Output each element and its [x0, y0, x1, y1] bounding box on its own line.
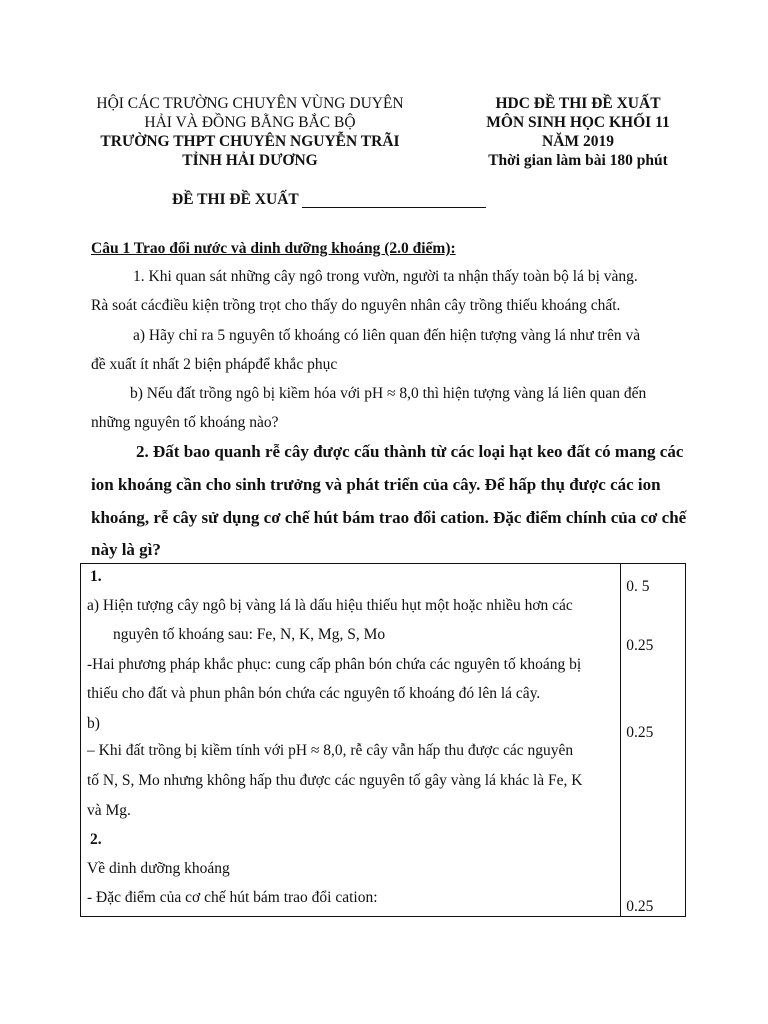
- answer-content-cell: [81, 564, 621, 917]
- school-name: TRƯỜNG THPT CHUYÊN NGUYỄN TRÃI: [100, 133, 400, 150]
- q1-b-line2: những nguyên tố khoáng nào?: [91, 414, 279, 431]
- duration-line: Thời gian làm bài 180 phút: [488, 152, 668, 169]
- answer-row: Về dinh dưỡng khoáng: [87, 860, 230, 877]
- q1-part1-line2: Rà soát cácđiều kiện trồng trọt cho thấy do nguyên nhân cây trồng thiếu khoáng chất.: [91, 297, 621, 314]
- answer-row: và Mg.: [87, 802, 131, 819]
- header-right: [468, 94, 688, 170]
- province-name: TỈNH HẢI DƯƠNG: [182, 152, 318, 169]
- answer-row: a) Hiện tượng cây ngô bị vàng lá là dấu hiệu thiếu hụt một hoặc nhiều hơn các: [87, 597, 573, 614]
- answer-row: tố N, S, Mo nhưng không hấp thu được các nguyên tố gây vàng lá khác là Fe, K: [87, 772, 583, 789]
- score-value: 0. 5: [626, 578, 650, 595]
- q1-part2-line4: này là gì?: [91, 540, 161, 559]
- header-left-line1: HỘI CÁC TRƯỜNG CHUYÊN VÙNG DUYÊN: [96, 95, 404, 112]
- score-value: 0.25: [626, 637, 654, 654]
- answer-part2-label: 2.: [90, 831, 102, 848]
- q1-part2-line2: ion khoáng cần cho sinh trưởng và phát triển của cây. Để hấp thụ được các ion: [91, 475, 661, 494]
- q1-part2-line1: 2. Đất bao quanh rễ cây được cấu thành từ các loại hạt keo đất có mang các: [136, 442, 684, 461]
- header-right-line1: HDC ĐỀ THI ĐỀ XUẤT: [495, 95, 661, 112]
- answer-row: -Hai phương pháp khắc phục: cung cấp phân bón chứa các nguyên tố khoáng bị: [87, 656, 582, 673]
- q1-part1-line1: 1. Khi quan sát những cây ngô trong vườn, người ta nhận thấy toàn bộ lá bị vàng.: [133, 268, 638, 285]
- answer-row: – Khi đất trồng bị kiềm tính với pH ≈ 8,0, rễ cây vẫn hấp thu được các nguyên: [87, 742, 574, 759]
- q1-a-line1: a) Hãy chỉ ra 5 nguyên tố khoáng có liên quan đến hiện tượng vàng lá như trên và: [133, 327, 641, 344]
- question-heading: Câu 1 Trao đổi nước và dinh dưỡng khoáng (2.0 điểm):: [91, 240, 456, 257]
- answer-row: b): [87, 715, 100, 732]
- answer-row: nguyên tố khoáng sau: Fe, N, K, Mg, S, Mo: [113, 626, 386, 643]
- subject-line: MÔN SINH HỌC KHỐI 11: [486, 114, 670, 131]
- q1-b-line1: b) Nếu đất trồng ngô bị kiềm hóa với pH ≈ 8,0 thì hiện tượng vàng lá liên quan đến: [130, 385, 647, 402]
- header-left: [50, 94, 450, 170]
- page-title: ĐỀ THI ĐỀ XUẤT: [172, 191, 299, 208]
- answer-row: - Đặc điểm của cơ chế hút bám trao đổi cation:: [87, 889, 378, 906]
- q1-part2-line3: khoáng, rễ cây sử dụng cơ chế hút bám trao đổi cation. Đặc điểm chính của cơ chế: [91, 508, 687, 527]
- answer-row: thiếu cho đất và phun phân bón chứa các nguyên tố khoáng đó lên lá cây.: [87, 685, 541, 702]
- year-line: NĂM 2019: [542, 133, 614, 150]
- score-value: 0.25: [626, 898, 654, 915]
- answer-table: [80, 563, 686, 917]
- score-cell: [621, 564, 686, 917]
- answer-part1-label: 1.: [90, 568, 102, 585]
- q1-a-line2: đề xuất ít nhất 2 biện phápđể khắc phục: [91, 356, 338, 373]
- header-left-line2: HẢI VÀ ĐỒNG BẰNG BẮC BỘ: [144, 114, 356, 131]
- score-value: 0.25: [626, 724, 654, 741]
- title-underline: [302, 207, 486, 208]
